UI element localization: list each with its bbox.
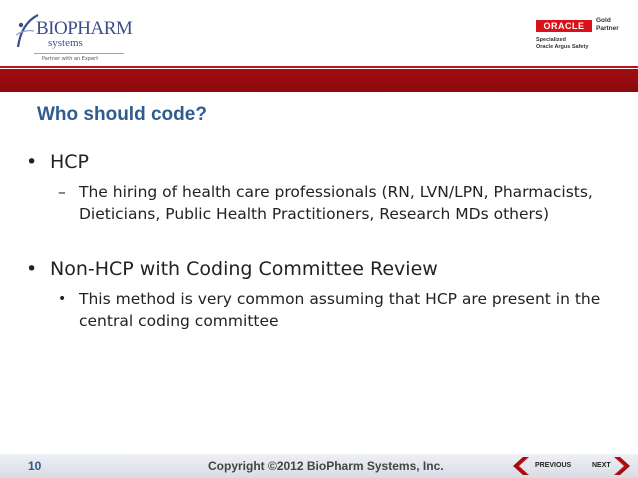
bullet-hcp: HCP bbox=[50, 151, 90, 173]
sub-bullet-dash: – bbox=[58, 183, 66, 201]
footer-bar bbox=[0, 454, 638, 478]
logo-sub: systems bbox=[48, 37, 83, 49]
specialization-name: Oracle Argus Safety bbox=[536, 44, 589, 50]
header-band bbox=[0, 69, 638, 92]
oracle-logo: ORACLE bbox=[536, 20, 592, 32]
specialization-block bbox=[536, 37, 588, 51]
header-rule bbox=[0, 66, 638, 68]
slide-title: Who should code? bbox=[37, 104, 207, 125]
copyright-text: Copyright ©2012 BioPharm Systems, Inc. bbox=[208, 459, 444, 473]
logo-tagline: Partner with an Expert bbox=[42, 56, 99, 62]
next-label: NEXT bbox=[592, 462, 611, 469]
sub-bullet-dot: • bbox=[58, 291, 67, 307]
partner-level: Gold Partner bbox=[596, 17, 619, 32]
biopharm-logo bbox=[14, 13, 133, 63]
chevron-right-icon bbox=[614, 457, 630, 475]
oracle-partner-badge bbox=[536, 17, 630, 59]
previous-button[interactable] bbox=[513, 457, 573, 475]
bullet-dot: • bbox=[26, 258, 38, 280]
logo-name: BIOPHARM bbox=[36, 18, 133, 39]
sub-bullet-non-hcp: This method is very common assuming that HCP are present in the central coding committee bbox=[79, 290, 601, 330]
next-button[interactable] bbox=[590, 457, 632, 475]
specialized-label: Specialized bbox=[536, 37, 566, 43]
chevron-left-icon bbox=[513, 457, 529, 475]
bullet-dot: • bbox=[26, 151, 38, 173]
logo-divider bbox=[34, 53, 124, 54]
page-number: 10 bbox=[28, 459, 42, 473]
previous-label: PREVIOUS bbox=[535, 462, 572, 469]
sub-bullet-hcp: The hiring of health care professionals (RN, LVN/LPN, Pharmacists, Dieticians, Public Health Practitioners, Research MDs others) bbox=[79, 183, 593, 223]
bullet-non-hcp: Non-HCP with Coding Committee Review bbox=[50, 258, 438, 280]
